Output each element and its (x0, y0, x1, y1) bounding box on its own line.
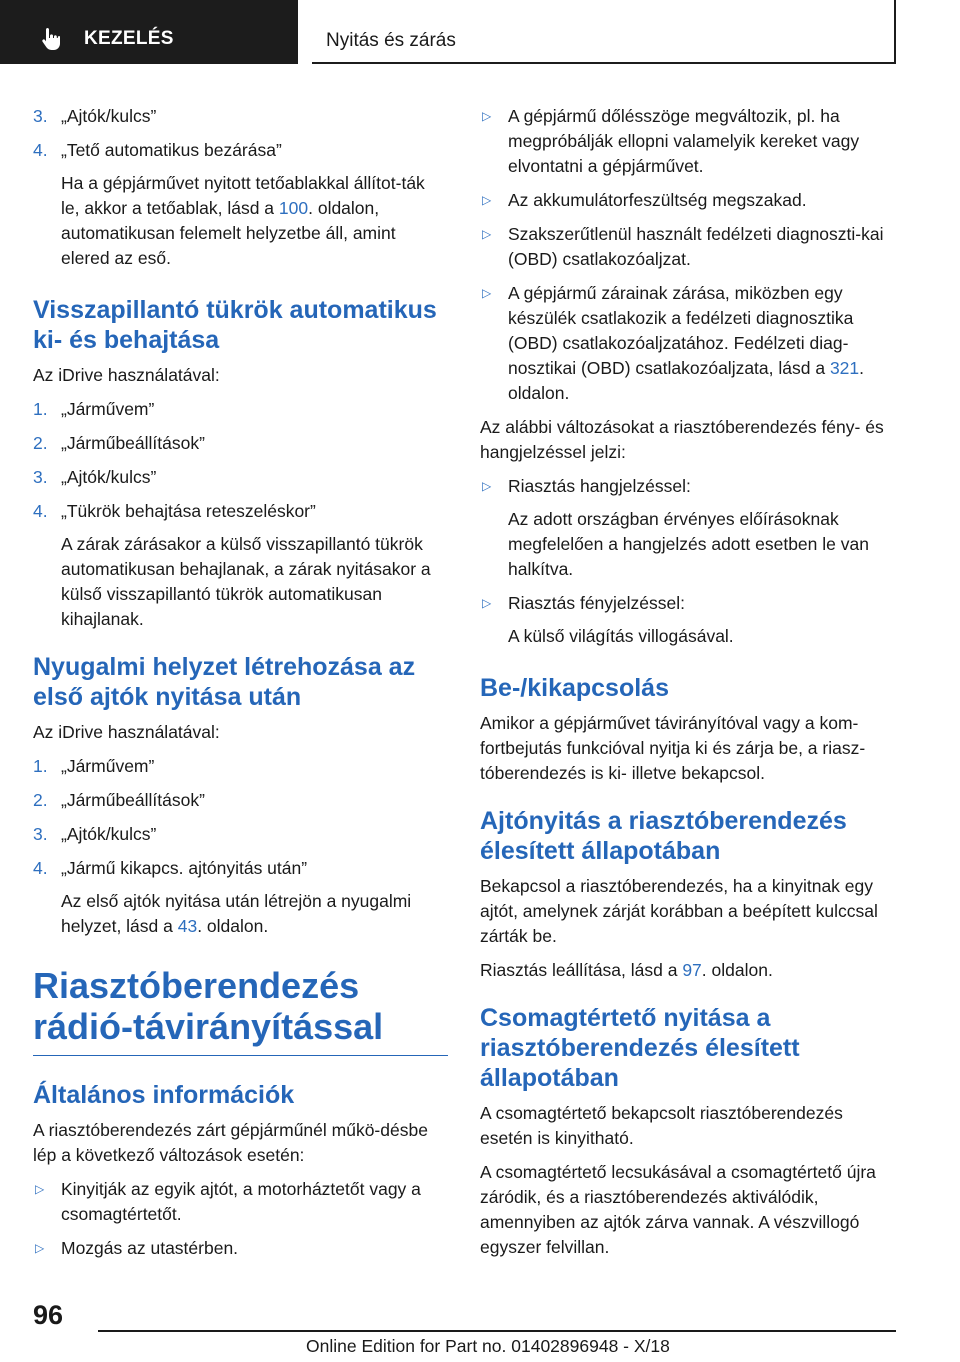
page-number: 96 (33, 1300, 64, 1330)
paragraph: Bekapcsol a riasztóberendezés, ha a kinyitnak egy ajtót, amelynek zárját korábban a beépített kulccsal zárták be. (480, 876, 878, 946)
list-number: 4. (33, 501, 48, 521)
bullet-text: Az akkumulátorfeszültség megszakad. (508, 190, 807, 210)
list-item (33, 104, 448, 129)
list-text: „Járművem” (61, 399, 155, 419)
list-text: „Járműbeállítások” (61, 433, 205, 453)
bullet-item (480, 222, 892, 272)
triangle-bullet-icon: ▷ (482, 227, 492, 241)
bullet-text: Mozgás az utastérben. (61, 1238, 239, 1258)
list-number: 2. (33, 433, 48, 453)
bullet-text: A gépjármű zárainak zárása, miközben egy készülék csatlakozik a fedélzeti diagnosztika (OBD) csatlakozóaljzatához. Fedélzeti diag-nosztikai (OBD) csatlakozóaljzata, lásd a 321. oldalon. (508, 283, 865, 403)
list-text: „Járműbeállítások” (61, 790, 205, 810)
page-link-97[interactable]: 97 (682, 960, 702, 980)
list-text: „Járművem” (61, 756, 155, 776)
heading-mirrors: Visszapillantó tükrök automatikus ki- és behajtása (33, 296, 437, 354)
bullet-text: Riasztás hangjelzéssel: (508, 476, 691, 496)
paragraph: A csomagtértető lecsukásával a csomagtértető újra záródik, és a riasztóberendezés aktiválódik, amennyiben az ajtók zárva vannak. A vészvillogó egyszer felvillan. (480, 1162, 876, 1257)
left-column (33, 104, 448, 1270)
triangle-bullet-icon: ▷ (482, 193, 492, 207)
list-item (33, 499, 448, 632)
page-link-321[interactable]: 321 (829, 358, 860, 378)
list-number: 3. (33, 824, 48, 844)
list-text: „Jármű kikapcs. ajtónyitás után” (61, 858, 308, 878)
triangle-bullet-icon: ▷ (35, 1241, 45, 1255)
header-chapter-title: Nyitás és zárás (326, 30, 456, 51)
list-number: 1. (33, 756, 48, 776)
list-item (33, 754, 448, 779)
bullet-text: A gépjármű dőlésszöge megváltozik, pl. ha megpróbálják ellopni valamelyik kereket vagy elvontatni a gépjárművet. (508, 106, 860, 176)
list-text: „Ajtók/kulcs” (61, 467, 157, 487)
list-note: Ha a gépjárművet nyitott tetőablakkal állítot-ták le, akkor a tetőablak, lásd a 100. oldalon, automatikusan felemelt helyzetbe áll, amint elered az eső. (61, 173, 425, 268)
list-text: „Tető automatikus bezárása” (61, 140, 282, 160)
paragraph: Az alábbi változásokat a riasztóberendezés fény- és hangjelzéssel jelzi: (480, 417, 884, 462)
list-number: 1. (33, 399, 48, 419)
paragraph: Az iDrive használatával: (33, 365, 220, 385)
paragraph: A riasztóberendezés zárt gépjárműnél műkö-désbe lép a következő változások esetén: (33, 1120, 428, 1165)
heading-trunk-opening: Csomagtértető nyitása a riasztóberendezés élesített állapotában (480, 1004, 800, 1092)
list-item (33, 788, 448, 813)
bullet-text: Szakszerűtlenül használt fedélzeti diagnoszti-kai (OBD) csatlakozóaljzat. (508, 224, 884, 269)
bullet-item (480, 188, 892, 213)
list-item (33, 822, 448, 847)
list-item (33, 138, 448, 271)
list-item (33, 856, 448, 939)
list-number: 3. (33, 106, 48, 126)
heading-general-info: Általános információk (33, 1081, 295, 1109)
list-item (33, 465, 448, 490)
paragraph: Riasztás leállítása, lásd a 97. oldalon. (480, 960, 773, 980)
heading-on-off: Be-/kikapcsolás (480, 674, 669, 702)
header-section-title: KEZELÉS (84, 28, 174, 49)
bullet-text: Riasztás fényjelzéssel: (508, 593, 686, 613)
list-note: Az első ajtók nyitása után létrejön a nyugalmi helyzet, lásd a 43. oldalon. (61, 891, 412, 936)
triangle-bullet-icon: ▷ (482, 109, 492, 123)
triangle-bullet-icon: ▷ (35, 1182, 45, 1196)
heading-alarm-remote: Riasztóberendezés rádió-távirányítással (33, 965, 448, 1056)
triangle-bullet-icon: ▷ (482, 479, 492, 493)
page-link-43[interactable]: 43 (177, 916, 198, 936)
list-text: „Tükrök behajtása reteszeléskor” (61, 501, 316, 521)
list-number: 4. (33, 858, 48, 878)
list-item (33, 431, 448, 456)
bullet-item (480, 474, 892, 582)
triangle-bullet-icon: ▷ (482, 286, 492, 300)
paragraph: Amikor a gépjárművet távirányítóval vagy a kom-fortbejutás funkcióval nyitja ki és zárja be, a riasz-tóberendezés is ki- illetve bekapcsol. (480, 713, 866, 783)
heading-door-opening: Ajtónyitás a riasztóberendezés élesített állapotában (480, 807, 847, 865)
list-number: 3. (33, 467, 48, 487)
list-text: „Ajtók/kulcs” (61, 106, 157, 126)
right-column (480, 104, 892, 1269)
list-note: A zárak zárásakor a külső visszapillantó tükrök automatikusan behajlanak, a zárak nyitásakor a külső visszapillantó tükrök automatikusan kihajlanak. (61, 534, 431, 629)
hand-pointer-icon (40, 27, 64, 51)
paragraph: A csomagtértető bekapcsolt riasztóberendezés esetén is kinyitható. (480, 1103, 843, 1148)
bullet-text: Kinyitják az egyik ajtót, a motorháztetőt vagy a csomagtértetőt. (61, 1179, 421, 1224)
bullet-item (33, 1236, 448, 1261)
list-number: 2. (33, 790, 48, 810)
bullet-item (480, 591, 892, 649)
heading-rest-position: Nyugalmi helyzet létrehozása az első ajtók nyitása után (33, 653, 416, 711)
bullet-item (33, 1177, 448, 1227)
bullet-item (480, 104, 892, 179)
bullet-note: Az adott országban érvényes előírásoknak megfelelően a hangjelzés adott esetben le van halkítva. (508, 509, 869, 579)
bullet-note: A külső világítás villogásával. (508, 626, 734, 646)
list-item (33, 397, 448, 422)
footer-edition: Online Edition for Part no. 01402896948 - X/18 (306, 1336, 670, 1356)
triangle-bullet-icon: ▷ (482, 596, 492, 610)
bullet-item (480, 281, 892, 406)
footer-divider (98, 1330, 896, 1332)
paragraph: Az iDrive használatával: (33, 722, 220, 742)
page-link-100[interactable]: 100 (278, 198, 309, 218)
list-text: „Ajtók/kulcs” (61, 824, 157, 844)
list-number: 4. (33, 140, 48, 160)
